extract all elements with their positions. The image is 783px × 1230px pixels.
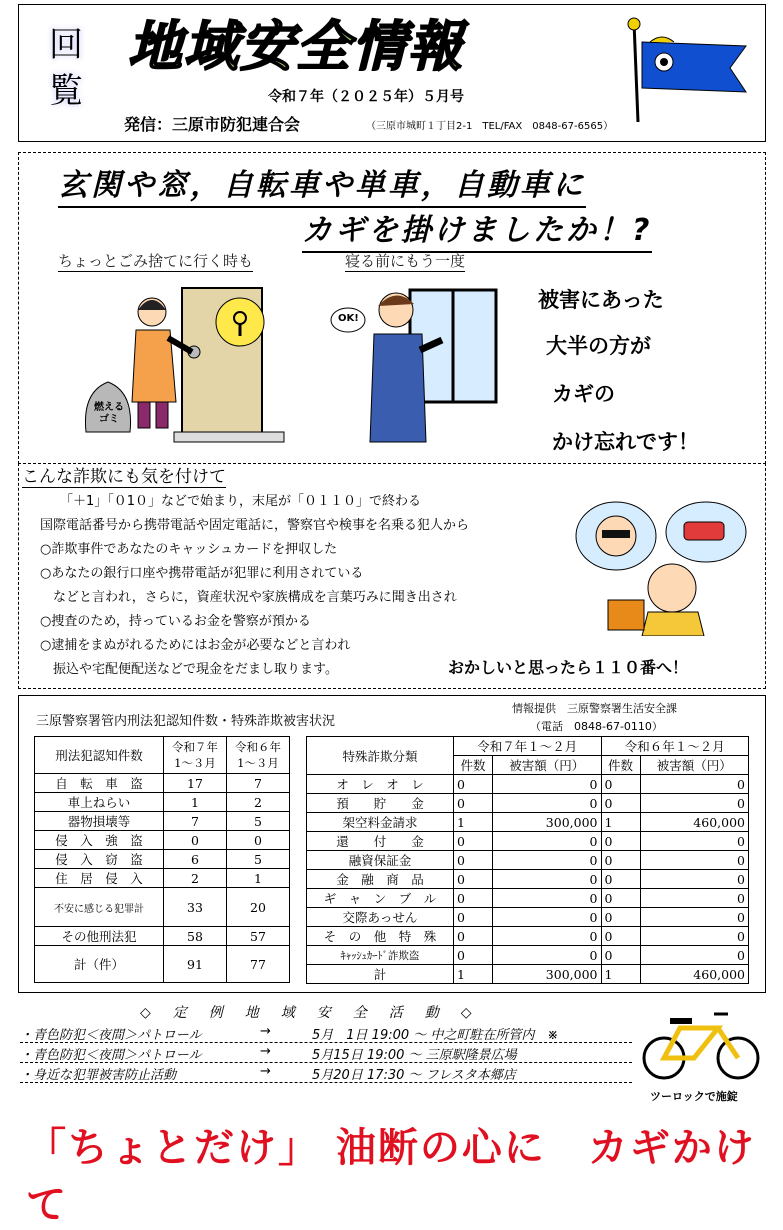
activity-date: 5月20日 17:30 ～ フレスタ本郷店 (312, 1068, 516, 1083)
activity-arrow: → (260, 1044, 271, 1059)
activity-arrow: → (260, 1064, 271, 1079)
newsletter-title: 地域安全情報 (128, 15, 464, 78)
table-row (35, 793, 290, 812)
crime-r7: 0 (164, 831, 227, 850)
fraud-sub-count: 件数 (454, 756, 493, 775)
fraud-cell: 0 (601, 775, 640, 794)
fraud-cell: 0 (601, 908, 640, 927)
slogan: 「ちょとだけ」 油断の心に カギかけて (26, 1125, 756, 1228)
fraud-line: 国際電話番号から携帯電話や固定電話に，警察官や検事を名乗る犯人から (40, 518, 470, 533)
fraud-cell: 0 (493, 775, 602, 794)
message-line-2: 大半の方が (546, 334, 651, 358)
activity-name: ・青色防犯＜夜間＞パトロール (20, 1048, 202, 1063)
stats-phone: （電話 0848-67-0110） (530, 720, 663, 733)
crime-category: 侵 入 強 盗 (35, 831, 164, 850)
message-line-1: 被害にあった (538, 288, 664, 312)
crime-category: 侵 入 窃 盗 (35, 850, 164, 869)
crime-category: 計（件） (35, 946, 164, 983)
crime-category: 不安に感じる犯罪計 (35, 888, 164, 927)
fraud-category: 金 融 商 品 (307, 870, 454, 889)
fraud-category: 交際あっせん (307, 908, 454, 927)
activity-name: ・青色防犯＜夜間＞パトロール (20, 1028, 202, 1043)
table-row (307, 965, 749, 984)
crime-r7: 6 (164, 850, 227, 869)
table-row (35, 946, 290, 983)
table-row (35, 774, 290, 793)
fraud-cell: 0 (601, 927, 640, 946)
table-row (307, 851, 749, 870)
crime-count-table (34, 736, 290, 983)
kairan-label: 回 覧 (49, 25, 83, 111)
fraud-line: ○逮捕をまぬがれるためにはお金が必要などと言われ (40, 638, 351, 653)
fraud-cell: 0 (601, 889, 640, 908)
fraud-sub-amount: 被害額（円） (493, 756, 602, 775)
fraud-header-r6: 令和６年１～２月 (601, 737, 749, 756)
fraud-cell: 460,000 (640, 965, 749, 984)
fraud-cell: 0 (640, 851, 749, 870)
fraud-cell: 0 (601, 870, 640, 889)
fraud-category: オ レ オ レ (307, 775, 454, 794)
table-row (307, 813, 749, 832)
fraud-line: などと言われ，さらに，資産状況や家族構成を言葉巧みに聞き出され (40, 590, 457, 605)
table-row (35, 812, 290, 831)
table-row (307, 870, 749, 889)
crime-r7: 2 (164, 869, 227, 888)
fraud-cell: 0 (493, 889, 602, 908)
fraud-cell: 0 (601, 946, 640, 965)
fraud-cell: 0 (640, 927, 749, 946)
crime-r7: 58 (164, 927, 227, 946)
fraud-cell: 0 (493, 927, 602, 946)
crime-category: その他刑法犯 (35, 927, 164, 946)
fraud-line: 「＋1」「０1０」などで始まり，末尾が「０１１０」で終わる (60, 494, 422, 509)
fraud-cell: 300,000 (493, 965, 602, 984)
table-row (307, 775, 749, 794)
fraud-cell: 0 (601, 794, 640, 813)
fraud-category: 還 付 金 (307, 832, 454, 851)
fraud-cell: 0 (640, 794, 749, 813)
fraud-cell: 0 (640, 870, 749, 889)
fraud-cell: 0 (454, 794, 493, 813)
lock-headline-2: カギを掛けましたか！? (302, 205, 652, 253)
crime-category: 住 居 侵 入 (35, 869, 164, 888)
issuer: 発信：三原市防犯連合会 (124, 115, 301, 134)
fraud-header-category: 特殊詐欺分類 (307, 737, 454, 775)
fraud-cell: 460,000 (640, 813, 749, 832)
crime-r7: 91 (164, 946, 227, 983)
table-row (35, 869, 290, 888)
crime-category: 器物損壊等 (35, 812, 164, 831)
caption-garbage: ちょっとごみ捨てに行く時も (58, 252, 254, 270)
crime-r7: 1 (164, 793, 227, 812)
garbage-bag-label: 燃える ゴミ (94, 402, 124, 425)
activity-item (20, 1024, 632, 1043)
ok-bubble: OK! (338, 313, 359, 324)
fraud-cell: 0 (454, 889, 493, 908)
table-row (307, 908, 749, 927)
fraud-cell: 0 (640, 946, 749, 965)
table-row (307, 927, 749, 946)
fraud-line: ○あなたの銀行口座や携帯電話が犯罪に利用されている (40, 566, 364, 581)
fraud-cell: 0 (640, 832, 749, 851)
crime-header-category: 刑法犯認知件数 (35, 737, 164, 774)
fraud-cell: 0 (493, 908, 602, 927)
table-row (307, 946, 749, 965)
fraud-cell: 0 (601, 851, 640, 870)
bike-caption: ツーロックで施錠 (650, 1090, 738, 1103)
stats-source: 情報提供 三原警察署生活安全課 (512, 702, 677, 715)
bicycle-icon (640, 1004, 764, 1084)
crime-r6: 77 (227, 946, 290, 983)
crime-category: 車上ねらい (35, 793, 164, 812)
fraud-cell: 1 (601, 965, 640, 984)
fraud-cell: 0 (493, 851, 602, 870)
fraud-cell: 0 (640, 775, 749, 794)
fraud-sub-count: 件数 (601, 756, 640, 775)
table-row (35, 888, 290, 927)
fraud-cell: 0 (601, 832, 640, 851)
fraud-cell: 0 (454, 946, 493, 965)
fraud-line: 振込や宅配便配送などで現金をだまし取ります。 (40, 662, 338, 677)
stats-title: 三原警察署管内刑法犯認知件数・特殊詐欺被害状況 (36, 714, 336, 729)
crime-r7: 7 (164, 812, 227, 831)
table-row (35, 831, 290, 850)
crime-r6: 7 (227, 774, 290, 793)
fraud-category: ギ ャ ン ブ ル (307, 889, 454, 908)
activity-arrow: → (260, 1024, 271, 1039)
crime-header-r6: 令和６年 1～３月 (227, 737, 290, 774)
message-line-3: カギの (552, 382, 615, 406)
crime-category: 自 転 車 盗 (35, 774, 164, 793)
fraud-cell: 0 (454, 775, 493, 794)
crime-r6: 1 (227, 869, 290, 888)
fraud-cell: 0 (454, 908, 493, 927)
crime-r6: 20 (227, 888, 290, 927)
fraud-cell: 0 (454, 870, 493, 889)
fraud-cell: 300,000 (493, 813, 602, 832)
fraud-category: 預 貯 金 (307, 794, 454, 813)
fraud-cell: 0 (493, 870, 602, 889)
fraud-damage-table (306, 736, 749, 984)
fraud-category: 架空料金請求 (307, 813, 454, 832)
fraud-cell: 1 (454, 813, 493, 832)
fraud-cell: 0 (493, 832, 602, 851)
lock-headline-1: 玄関や窓，自転車や単車，自動車に (58, 160, 586, 208)
table-row (307, 832, 749, 851)
crime-r6: 5 (227, 850, 290, 869)
crime-r7: 33 (164, 888, 227, 927)
crime-r7: 17 (164, 774, 227, 793)
koinobori-icon (622, 12, 754, 128)
activities-heading: ◇ 定 例 地 域 安 全 活 動 ◇ (140, 1005, 476, 1021)
fraud-line: ○詐欺事件であなたのキャッシュカードを押収した (40, 542, 338, 557)
fraud-sub-amount: 被害額（円） (640, 756, 749, 775)
crime-r6: 0 (227, 831, 290, 850)
table-row (307, 889, 749, 908)
phone-scam-illustration (572, 496, 752, 636)
call-110-message: おかしいと思ったら１１０番へ！ (448, 658, 689, 677)
fraud-cell: 0 (454, 927, 493, 946)
caption-before-bed: 寝る前にもう一度 (345, 252, 466, 270)
fraud-header-r7: 令和７年１～２月 (454, 737, 602, 756)
fraud-category: そ の 他 特 殊 (307, 927, 454, 946)
table-row (307, 794, 749, 813)
crime-r6: 57 (227, 927, 290, 946)
message-line-4: かけ忘れです！ (552, 430, 699, 454)
crime-r6: 5 (227, 812, 290, 831)
activity-date: 5月15日 19:00 ～ 三原駅隆景広場 (312, 1048, 517, 1063)
fraud-cell: 0 (493, 946, 602, 965)
table-row (35, 927, 290, 946)
fraud-category: 計 (307, 965, 454, 984)
fraud-cell: 0 (454, 851, 493, 870)
activity-item (20, 1044, 632, 1063)
window-illustration (330, 280, 500, 450)
door-illustration (82, 282, 292, 452)
fraud-line: ○捜査のため，持っているお金を警察が預かる (40, 614, 311, 629)
activity-item (20, 1064, 632, 1083)
fraud-cell: 1 (601, 813, 640, 832)
fraud-category: 融資保証金 (307, 851, 454, 870)
fraud-cell: 0 (640, 889, 749, 908)
crime-r6: 2 (227, 793, 290, 812)
fraud-cell: 0 (640, 908, 749, 927)
issuer-address: （三原市城町１丁目2-1 TEL/FAX 0848-67-6565） (366, 121, 614, 132)
fraud-title: こんな詐欺にも気を付けて (22, 462, 226, 488)
activity-name: ・身近な犯罪被害防止活動 (20, 1068, 177, 1083)
issue-date: 令和７年（２０２５年）５月号 (268, 89, 464, 105)
fraud-cell: 0 (493, 794, 602, 813)
fraud-category: ｷｬｯｼｭｶｰﾄﾞ詐欺盗 (307, 946, 454, 965)
activity-date: 5月 1日 19:00 ～ 中之町駐在所管内 ※ (312, 1028, 559, 1043)
fraud-cell: 1 (454, 965, 493, 984)
table-row (35, 850, 290, 869)
crime-header-r7: 令和７年 1～３月 (164, 737, 227, 774)
fraud-cell: 0 (454, 832, 493, 851)
